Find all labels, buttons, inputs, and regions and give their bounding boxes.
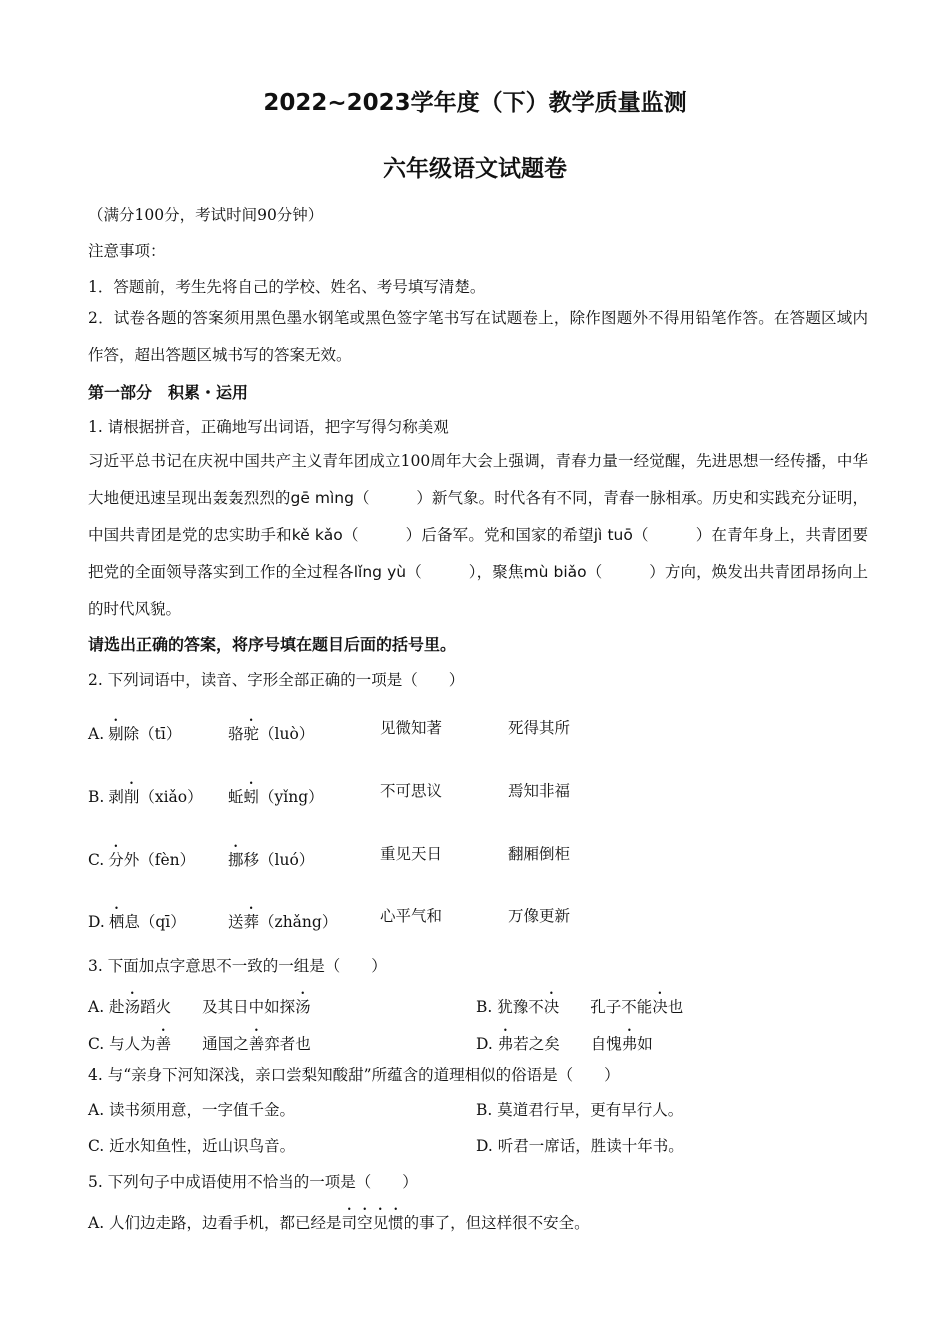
- q1-passage: [88, 443, 868, 628]
- q2-option-c-word1: [88, 842, 195, 872]
- q3-b-dot2: 决: [652, 998, 668, 1016]
- q2-w1b: 除（tī）: [123, 725, 182, 743]
- exam-title: 2022~2023学年度（下）教学质量监测: [263, 90, 687, 116]
- q2-w3: 重见天日: [380, 845, 443, 863]
- q2-w1dot: 削: [123, 788, 140, 806]
- q3-c-mid: 通国之: [171, 1035, 249, 1053]
- q4-option-c: C. 近水知鱼性，近山识鸟音。: [88, 1137, 296, 1155]
- q3-c-dot1: 善: [155, 1035, 172, 1053]
- notice-title: 注意事项：: [88, 242, 166, 260]
- q2-option-c-word4: [508, 842, 570, 866]
- q2-w3: 见微知著: [380, 719, 443, 737]
- q2-option-b-word2: [228, 779, 324, 809]
- q3-c-dot2: 善: [248, 1035, 265, 1053]
- q3-d-dot2: 弗: [621, 1035, 638, 1053]
- q2-option-b-word3: [380, 779, 442, 803]
- q4-option-a: A. 读书须用意，一字值千金。: [88, 1101, 296, 1119]
- q2-w1dot: 分: [108, 851, 124, 869]
- q3-c-label: C. 与人为: [88, 1035, 156, 1053]
- q1-pinyin-4: lǐng yù: [353, 563, 407, 581]
- q2-option-d-word1: [88, 904, 186, 934]
- q2-option-d-word2: [228, 904, 337, 934]
- q2-prompt: 2. 下列词语中，读音、字形全部正确的一项是（ ）: [88, 671, 465, 689]
- q2-w1a: 剥: [108, 788, 124, 806]
- notice-item-2: 2．试卷各题的答案须用黑色墨水钢笔或黑色签字笔书写在试题卷上，除作图题外不得用铅笔作答。在答题区域内作答，超出答题区城书写的答案无效。: [88, 309, 868, 364]
- q3-a-dot2: 汤: [295, 998, 311, 1016]
- q1-text-1: 习近平总书记在庆祝中国共产主义青年团成立100周年大会上强调，青春力量一经觉醒，先进思想一经传播，中华大地便迅速呈现出轰轰烈烈的: [88, 452, 868, 507]
- q2-option-c-word2: [228, 842, 314, 872]
- q3-a-label: A. 赴: [88, 998, 125, 1016]
- q3-b-dot1: 决: [543, 998, 560, 1016]
- q2-w4: 死得其所: [508, 719, 571, 737]
- q2-option-b-word4: [508, 779, 570, 803]
- q2-w2b: （luò）: [259, 725, 315, 743]
- q5-a-idiom: 司空见惯: [341, 1214, 404, 1232]
- q2-option-a-word1: [88, 716, 181, 746]
- q1-text-4: （ ）在青年身上，共青团要把党的全面领导落实到工作的全过程各: [88, 526, 868, 581]
- notice-item-1: 1．答题前，考生先将自己的学校、姓名、考号填写清楚。: [88, 278, 486, 296]
- q5-a-post: 的事了，但这样很不安全。: [403, 1214, 590, 1232]
- q5-a-pre: A. 人们边走路，边看手机，都已经是: [88, 1214, 342, 1232]
- q3-c-end: 弈者也: [264, 1035, 311, 1053]
- q2-w1dot: 剔: [108, 725, 124, 743]
- q2-w2a: 骆: [228, 725, 244, 743]
- q2-w1b: （xiǎo）: [139, 788, 203, 806]
- exam-subtitle: 六年级语文试题卷: [383, 156, 567, 182]
- q4-option-b: B. 莫道君行早，更有早行人。: [476, 1101, 684, 1119]
- q2-option-d-word4: [508, 904, 570, 928]
- q1-text-6: （ ）方向，焕发出共青团昂扬向上的时代风貌。: [88, 563, 868, 618]
- q3-b-end: 也: [667, 998, 684, 1016]
- q2-w4: 焉知非福: [508, 782, 571, 800]
- q1-pinyin-3: jì tuō: [593, 526, 633, 544]
- instruction: 请选出正确的答案，将序号填在题目后面的括号里。: [88, 635, 457, 654]
- q5-option-a: [88, 1205, 590, 1235]
- q2-label: B.: [88, 788, 105, 806]
- q2-option-a-word3: [380, 716, 442, 740]
- q2-w1dot: 栖: [108, 913, 125, 931]
- q2-label: C.: [88, 851, 105, 869]
- q2-w4: 翻厢倒柜: [508, 845, 571, 863]
- q2-w2b: （yǐng）: [259, 788, 324, 806]
- q2-w1b: 外（fèn）: [123, 851, 196, 869]
- q3-a-mid: 蹈火 及其日中如探: [140, 998, 296, 1016]
- q1-text-5: （ ），聚焦: [406, 563, 524, 581]
- q3-d-end: 如: [637, 1035, 653, 1053]
- q3-option-a: [88, 989, 311, 1019]
- part1-heading: 第一部分 积累・运用: [88, 383, 249, 402]
- q2-option-d-word3: [380, 904, 442, 928]
- q2-option-c-word3: [380, 842, 442, 866]
- q3-option-c: [88, 1026, 311, 1056]
- q3-a-dot1: 汤: [124, 998, 141, 1016]
- q2-w2a: 蚯: [228, 788, 244, 806]
- q4-option-d: D. 听君一席话，胜读十年书。: [476, 1137, 684, 1155]
- q2-w4: 万像更新: [508, 907, 571, 925]
- q2-w2a: 送: [228, 913, 244, 931]
- q2-w2b: 移（luó）: [243, 851, 315, 869]
- q1-text-3: （ ）后备军。党和国家的希望: [342, 526, 594, 544]
- q1-prompt: 1. 请根据拼音，正确地写出词语，把字写得匀称美观: [88, 418, 449, 436]
- q2-w2dot: 驼: [243, 725, 260, 743]
- q2-w2dot: 蚓: [243, 788, 260, 806]
- q3-b-label: B. 犹豫不: [476, 998, 544, 1016]
- q4-prompt: 4. 与“亲身下河知深浅，亲口尝梨知酸甜”所蕴含的道理相似的俗语是（ ）: [88, 1066, 620, 1084]
- q2-option-a-word4: [508, 716, 570, 740]
- q3-b-mid: 孔子不能: [559, 998, 653, 1016]
- q3-d-mid: 若之矣 自愧: [513, 1035, 622, 1053]
- q2-w3: 心平气和: [380, 907, 443, 925]
- q5-prompt: 5. 下列句子中成语使用不恰当的一项是（ ）: [88, 1173, 418, 1191]
- q3-d-dot1: 弗: [497, 1035, 514, 1053]
- q3-option-b: [476, 989, 683, 1019]
- q2-w2b: （zhǎng）: [259, 913, 338, 931]
- q2-label: D.: [88, 913, 105, 931]
- q3-option-d: [476, 1026, 653, 1056]
- q1-pinyin-5: mù biǎo: [523, 563, 587, 581]
- q1-pinyin-1: gē mìng: [290, 489, 354, 507]
- q3-d-label: D.: [476, 1035, 498, 1053]
- q3-prompt: 3. 下面加点字意思不一致的一组是（ ）: [88, 957, 387, 975]
- q2-option-a-word2: [228, 716, 314, 746]
- q2-w2dot: 挪: [228, 851, 244, 869]
- q1-text-2: （ ）新气象。时代各有不同，青春一脉相承。历史和实践充分证明，中国共青团是党的忠实助手和: [88, 489, 868, 544]
- q1-pinyin-2: kě kǎo: [291, 526, 343, 544]
- q2-label: A.: [88, 725, 105, 743]
- score-note: （满分100分，考试时间90分钟）: [88, 206, 324, 224]
- q2-w3: 不可思议: [380, 782, 443, 800]
- q2-w1b: 息（qī）: [124, 913, 186, 931]
- q2-w2dot: 葬: [243, 913, 260, 931]
- q2-option-b-word1: [88, 779, 203, 809]
